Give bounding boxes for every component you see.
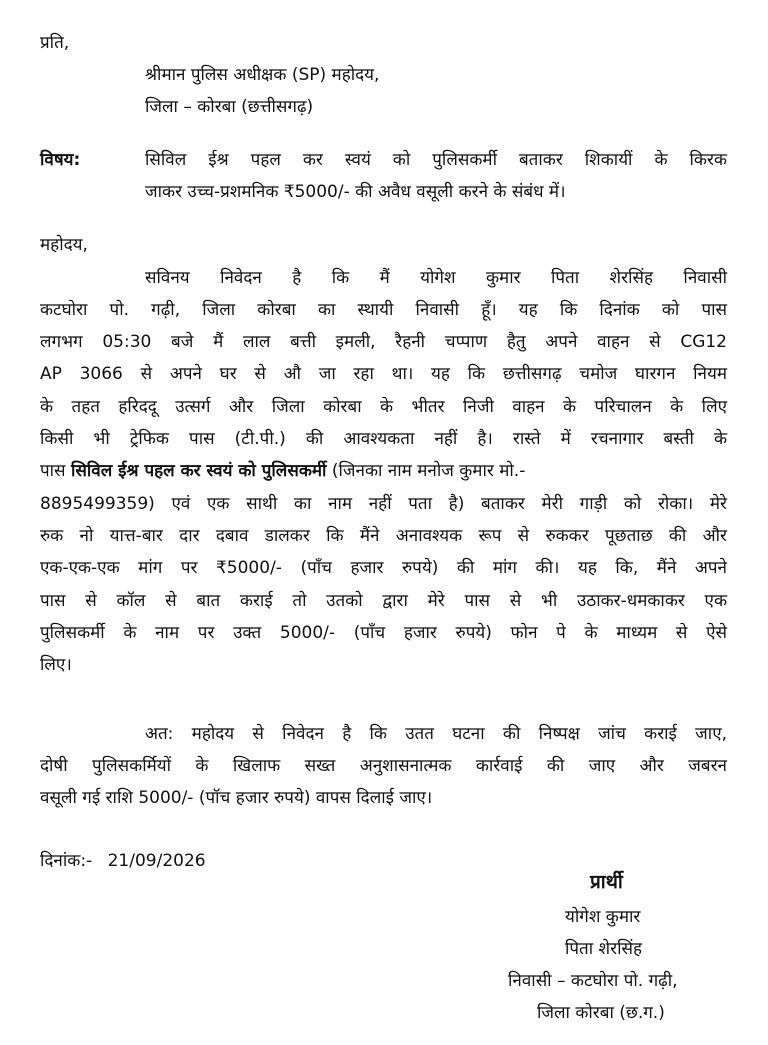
salutation: महोदय, [40,235,88,255]
prati: प्रति, [40,33,70,53]
body-line: किसी भी ट्रेफिक पास (टी.पी.) की आवश्यकता नहीं है। रास्ते में रचनागार बस्ती के [40,429,727,449]
date-value: 21/09/2026 [107,851,206,871]
body-line: सविनय निवेदन है कि मैं योगेश कुमार पिता शेरसिंह निवासी [145,268,727,288]
highlighted-text: सिविल ईश्र पहल कर स्वयं को पुलिसकर्मी [70,461,327,481]
date-label: दिनांक:- [40,851,93,871]
body-line: लगभग 05:30 बजे मैं लाल बत्ती इमली, रैहनी चप्पाण हैतु अपने वाहन से CG12 [40,332,727,352]
date-row [40,850,206,872]
body-line: कटघोरा पो. गढ़ी, जिला कोरबा का स्थायी निवासी हूँ। यह कि दिनांक को पास [40,300,727,320]
body-text: (जिनका नाम मनोज कुमार मो.- [326,461,526,481]
signature-address-1: निवासी – कटघोरा पो. गढ़ी, [508,971,678,991]
subject-label: विषय: [40,150,81,170]
subject-line-1: सिविल ईश्र पहल कर स्वयं को पुलिसकर्मी बताकर शिकायीं के किरक [145,150,727,170]
addressee-line-2: जिला – कोरबा (छत्तीसगढ़) [145,97,314,117]
body-line-with-bold [40,460,525,482]
body-line: दोषी पुलिसकर्मियों के खिलाफ सख्त अनुशासनात्मक कार्रवाई की जाए और जबरन [40,756,727,776]
body-line: अत: महोदय से निवेदन है कि उतत घटना की निष्पक्ष जांच कराई जाए, [145,724,727,744]
body-line: AP 3066 से अपने घर से औ जा रहा था। यह कि छत्तीसगढ़ चमोज घारगन नियम [40,364,727,384]
signature-name: योगेश कुमार [565,907,641,927]
body-line: रुक नो यात्त-बार दार दबाव डालकर कि मैंने अनावश्यक रूप से रुककर पूछताछ की और [40,526,727,546]
signature-address-2: जिला कोरबा (छ.ग.) [537,1003,665,1023]
body-line: 8895499359) एवं एक साथी का नाम नहीं पता है) बताकर मेरी गाड़ी को रोका। मेरे [40,494,727,514]
signature-father: पिता शेरसिंह [565,939,642,959]
signature-title: प्रार्थी [590,871,623,893]
addressee-line-1: श्रीमान पुलिस अधीक्षक (SP) महोदय, [145,65,380,85]
body-text: पास [40,461,71,481]
body-line: पास से कॉल से बात कराई तो उतको द्वारा मेरे पास से भी उठाकर-धमकाकर एक [40,591,727,611]
body-line: पुलिसकर्मी के नाम पर उक्त 5000/- (पाँच हजार रुपये) फोन पे के माध्यम से ऐसे [40,623,727,643]
body-line: वसूली गई राशि 5000/- (पॉच हजार रुपये) वापस दिलाई जाए। [40,788,433,808]
body-line: लिए। [40,655,72,675]
body-line: एक-एक-एक मांग पर ₹5000/- (पाँच हजार रुपये) की मांग की। यह कि, मैंने अपने [40,558,727,578]
subject-line-2: जाकर उच्च-प्रशमनिक ₹5000/- की अवैध वसूली करने के संबंध में। [145,182,566,202]
body-line: के तहत हरिददू उत्सर्ग और जिला कोरबा के भीतर निजी वाहन के परिचालन के लिए [40,397,727,417]
